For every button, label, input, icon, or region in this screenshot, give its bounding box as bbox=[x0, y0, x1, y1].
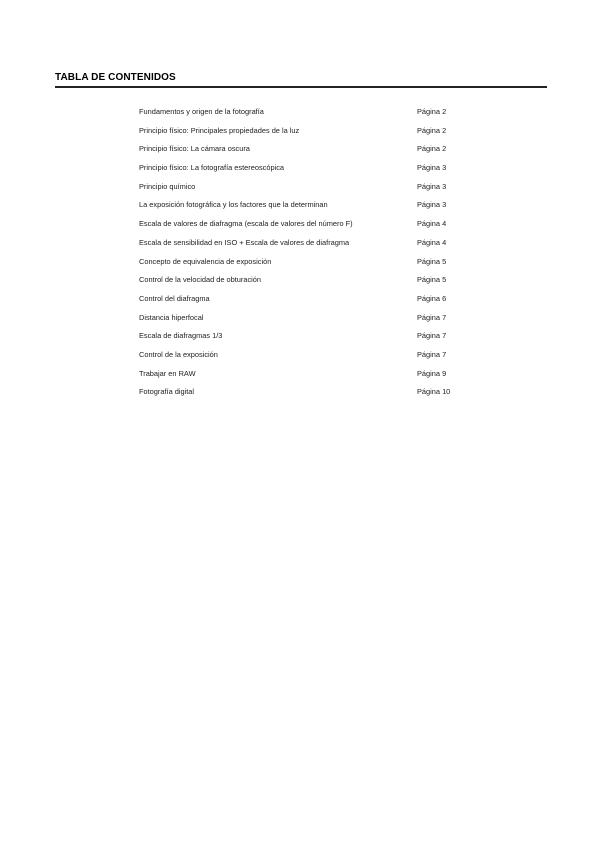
toc-entry-page: Página 7 bbox=[417, 349, 447, 359]
toc-entry-page: Página 7 bbox=[417, 331, 447, 341]
toc-entry[interactable] bbox=[139, 162, 479, 181]
toc-entry[interactable] bbox=[139, 181, 479, 200]
toc-entry[interactable] bbox=[139, 237, 479, 256]
toc-entry-page: Página 5 bbox=[417, 256, 447, 266]
toc-entry[interactable] bbox=[139, 199, 479, 218]
toc-entry-title: Fotografía digital bbox=[139, 387, 195, 397]
toc-entry-title: Trabajar en RAW bbox=[139, 368, 196, 378]
toc-entry-page: Página 7 bbox=[417, 312, 447, 322]
toc-entry[interactable] bbox=[139, 125, 479, 144]
toc-entry-page: Página 2 bbox=[417, 144, 447, 154]
toc-entry-page: Página 2 bbox=[417, 107, 447, 116]
toc-entry-page: Página 6 bbox=[417, 293, 447, 303]
toc-entry[interactable] bbox=[139, 386, 479, 405]
toc-entry[interactable] bbox=[139, 256, 479, 275]
toc-entry-page: Página 4 bbox=[417, 219, 447, 229]
toc-entry-page: Página 10 bbox=[417, 387, 451, 397]
toc-entry-page: Página 2 bbox=[417, 125, 447, 135]
toc-entry-title: Escala de valores de diafragma (escala de valores del número F) bbox=[139, 219, 353, 229]
toc-entry-page: Página 5 bbox=[417, 275, 447, 285]
toc-entry-title: Fundamentos y origen de la fotografía bbox=[139, 107, 264, 116]
toc-entry-title: Escala de diafragmas 1/3 bbox=[139, 331, 223, 341]
toc-entry-title: Principio físico: Principales propiedades de la luz bbox=[139, 125, 300, 135]
toc-entry-title: La exposición fotográfica y los factores que la determinan bbox=[139, 200, 328, 210]
toc-entry-page: Página 3 bbox=[417, 200, 447, 210]
toc-entry[interactable] bbox=[139, 312, 479, 331]
toc-entry[interactable] bbox=[139, 218, 479, 237]
toc-entry-title: Distancia hiperfocal bbox=[139, 312, 204, 322]
toc-entry[interactable] bbox=[139, 274, 479, 293]
toc-list bbox=[139, 106, 479, 405]
toc-entry-title: Escala de sensibilidad en ISO + Escala de valores de diafragma bbox=[139, 237, 350, 247]
toc-entry-title: Principio físico: La fotografía estereoscópica bbox=[139, 163, 285, 173]
toc-entry[interactable] bbox=[139, 349, 479, 368]
toc-entry[interactable] bbox=[139, 330, 479, 349]
toc-entry-title: Principio físico: La cámara oscura bbox=[139, 144, 250, 154]
toc-entry-title: Control de la exposición bbox=[139, 349, 218, 359]
toc-entry-title: Control del diafragma bbox=[139, 293, 210, 303]
toc-entry-title: Control de la velocidad de obturación bbox=[139, 275, 262, 285]
toc-entry-title: Concepto de equivalencia de exposición bbox=[139, 256, 272, 266]
toc-entry-page: Página 3 bbox=[417, 181, 447, 191]
heading-rule bbox=[55, 86, 547, 88]
toc-entry-page: Página 4 bbox=[417, 237, 447, 247]
toc-entry-title: Principio químico bbox=[139, 181, 196, 191]
toc-header bbox=[55, 72, 547, 88]
toc-heading: TABLA DE CONTENIDOS bbox=[55, 72, 176, 83]
toc-entry[interactable] bbox=[139, 106, 479, 125]
toc-entry-page: Página 3 bbox=[417, 163, 447, 173]
toc-entry[interactable] bbox=[139, 293, 479, 312]
toc-entry[interactable] bbox=[139, 143, 479, 162]
toc-entry-page: Página 9 bbox=[417, 368, 447, 378]
toc-entry[interactable] bbox=[139, 368, 479, 387]
